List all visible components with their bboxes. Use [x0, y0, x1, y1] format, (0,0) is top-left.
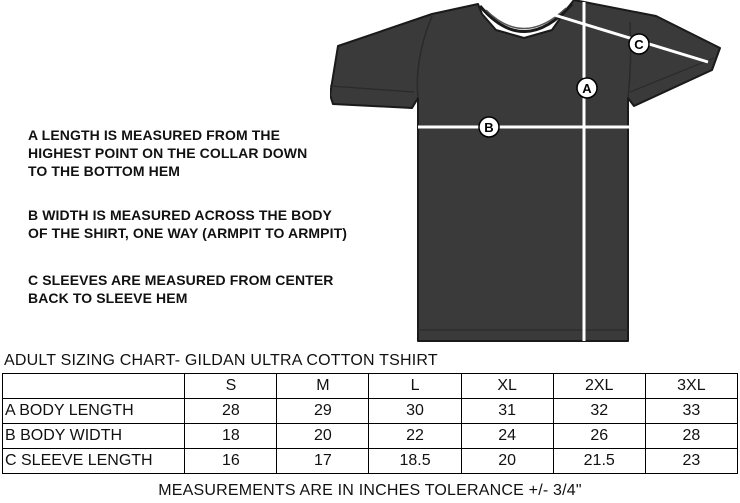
marker-a [577, 78, 597, 98]
tshirt-diagram [330, 0, 740, 345]
measurement-note: MEASUREMENTS ARE IN INCHES TOLERANCE +/- 3/4" [158, 482, 582, 499]
instruction-line: A LENGTH IS MEASURED FROM THE [28, 127, 281, 143]
row-label-body-length: A BODY LENGTH [3, 399, 185, 424]
size-header-l: L [369, 374, 461, 399]
size-header-m: M [277, 374, 369, 399]
table-cell: 23 [645, 449, 737, 474]
size-header-xl: XL [461, 374, 553, 399]
size-header-3xl: 3XL [645, 374, 737, 399]
table-cell: 28 [645, 424, 737, 449]
size-table [2, 373, 738, 474]
table-cell: 31 [461, 399, 553, 424]
table-cell: 18.5 [369, 449, 461, 474]
marker-b-label: B [484, 120, 494, 135]
table-cell: 16 [185, 449, 277, 474]
table-cell: 21.5 [553, 449, 645, 474]
instruction-line: OF THE SHIRT, ONE WAY (ARMPIT TO ARMPIT) [28, 225, 348, 241]
instruction-line: BACK TO SLEEVE HEM [28, 290, 188, 306]
table-cell: 26 [553, 424, 645, 449]
marker-b [479, 117, 499, 137]
row-label-sleeve-length: C SLEEVE LENGTH [3, 449, 185, 474]
table-row [3, 449, 738, 474]
table-header-row [3, 374, 738, 399]
table-cell: 18 [185, 424, 277, 449]
table-cell: 20 [461, 449, 553, 474]
instruction-line: B WIDTH IS MEASURED ACROSS THE BODY [28, 207, 332, 223]
header-blank-cell [3, 374, 185, 399]
table-cell: 33 [645, 399, 737, 424]
marker-c [629, 34, 649, 54]
table-cell: 24 [461, 424, 553, 449]
instruction-line: HIGHEST POINT ON THE COLLAR DOWN [28, 145, 308, 161]
table-row [3, 424, 738, 449]
instruction-length [28, 126, 358, 180]
table-cell: 29 [277, 399, 369, 424]
chart-title: ADULT SIZING CHART- GILDAN ULTRA COTTON TSHIRT [4, 352, 438, 369]
table-cell: 32 [553, 399, 645, 424]
table-cell: 30 [369, 399, 461, 424]
marker-a-label: A [582, 81, 592, 96]
size-header-2xl: 2XL [553, 374, 645, 399]
tshirt-body [330, 0, 720, 341]
table-cell: 28 [185, 399, 277, 424]
instruction-line: TO THE BOTTOM HEM [28, 163, 181, 179]
table-cell: 17 [277, 449, 369, 474]
table-cell: 22 [369, 424, 461, 449]
table-row [3, 399, 738, 424]
marker-c-label: C [634, 37, 644, 52]
table-cell: 20 [277, 424, 369, 449]
row-label-body-width: B BODY WIDTH [3, 424, 185, 449]
size-header-s: S [185, 374, 277, 399]
instruction-line: C SLEEVES ARE MEASURED FROM CENTER [28, 272, 334, 288]
